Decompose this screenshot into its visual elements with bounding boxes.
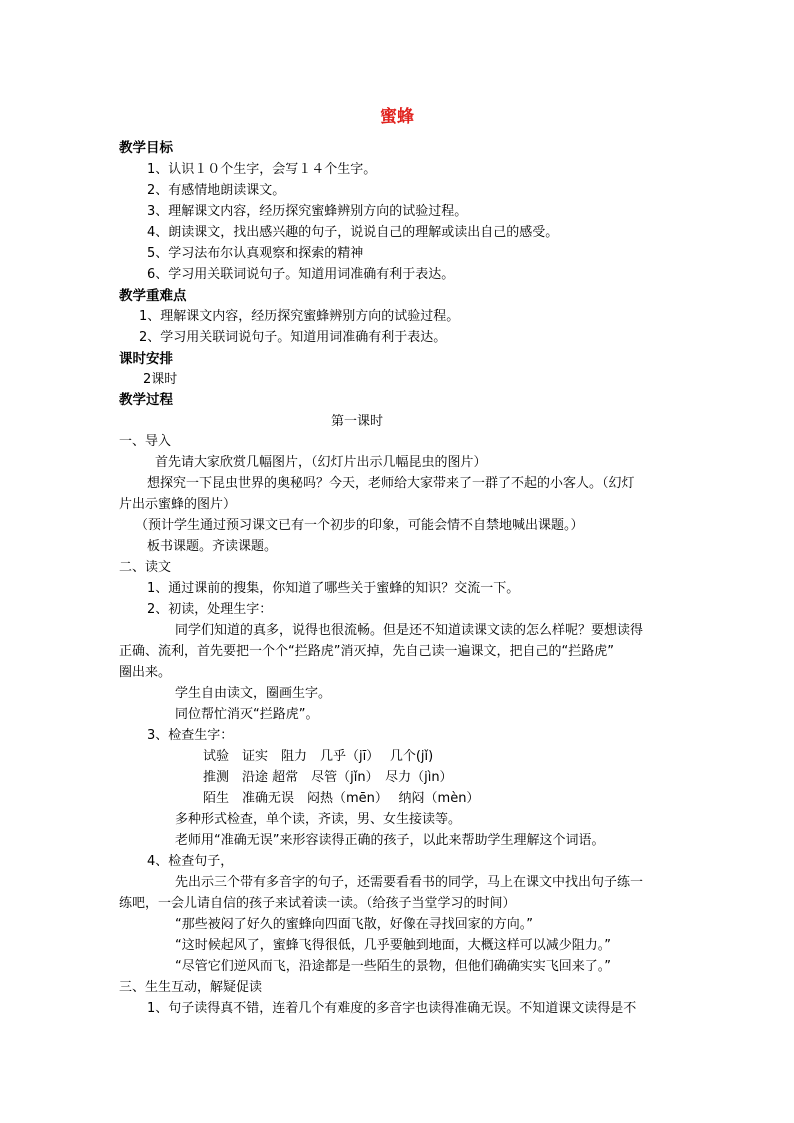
quote-line: “那些被闷了好久的蜜蜂向四面飞散，好像在寻找回家的方向。” <box>175 917 533 932</box>
section-heading: 三、生生互动，解疑促读 <box>119 980 263 995</box>
paragraph-line: 片出示蜜蜂的图片） <box>119 497 237 512</box>
paragraph-line: 老师用“准确无误”来形容读得正确的孩子，以此来帮助学生理解这个词语。 <box>175 833 605 848</box>
document-title: 蜜蜂 <box>380 107 414 127</box>
paragraph-line: 多种形式检查，单个读，齐读，男、女生接读等。 <box>175 812 462 827</box>
paragraph-line: 学生自由读文，圈画生字。 <box>175 686 332 701</box>
key-point-item: 2、学习用关联词说句子。知道用词准确有利于表达。 <box>139 330 447 345</box>
objective-item: 6、学习用关联词说句子。知道用词准确有利于表达。 <box>147 267 455 282</box>
paragraph-line: 1、通过课前的搜集，你知道了哪些关于蜜蜂的知识？交流一下。 <box>147 581 520 596</box>
paragraph-line: 同学们知道的真多，说得也很流畅。但是还不知道读课文读的怎么样呢？要想读得 <box>175 623 644 638</box>
section-heading: 一、导入 <box>119 434 172 449</box>
lesson-title: 第一课时 <box>330 414 383 429</box>
vocabulary-line: 试验 证实 阻力 几乎（jī） 几个(jǐ) <box>203 749 434 764</box>
paragraph-line: 同位帮忙消灭“拦路虎”。 <box>175 707 319 722</box>
vocabulary-line: 陌生 准确无误 闷热（mēn） 纳闷（mèn） <box>203 791 480 806</box>
vocabulary-line: 推测 沿途 超常 尽管（jǐn） 尽力（jìn） <box>203 770 453 785</box>
paragraph-line: 想探究一下昆虫世界的奥秘吗？今天，老师给大家带来了一群了不起的小客人。（幻灯 <box>147 476 635 491</box>
objectives-heading: 教学目标 <box>119 140 173 156</box>
section-heading: 二、读文 <box>119 560 172 575</box>
quote-line: “这时候起风了，蜜蜂飞得很低，几乎要触到地面，大概这样可以减少阻力。” <box>175 938 611 953</box>
key-points-heading: 教学重难点 <box>119 288 187 304</box>
paragraph-line: 首先请大家欣赏几幅图片，（幻灯片出示几幅昆虫的图片） <box>155 455 487 470</box>
paragraph-line: 先出示三个带有多音字的句子，还需要看看书的同学，马上在课文中找出句子练一 <box>175 875 644 890</box>
objective-item: 3、理解课文内容，经历探究蜜蜂辨别方向的试验过程。 <box>147 204 468 219</box>
quote-line: “尽管它们逆风而飞，沿途都是一些陌生的景物，但他们确确实实飞回来了。” <box>175 959 611 974</box>
schedule-value: 2课时 <box>143 372 178 387</box>
paragraph-line: 2、初读，处理生字： <box>147 602 273 617</box>
process-heading: 教学过程 <box>119 392 173 408</box>
schedule-heading: 课时安排 <box>119 351 173 367</box>
paragraph-line: 正确、流利，首先要把一个个“拦路虎”消灭掉，先自己读一遍课文，把自己的“拦路虎” <box>119 644 614 659</box>
paragraph-line: 3、检查生字： <box>147 728 234 743</box>
paragraph-line: 4、检查句子， <box>147 854 234 869</box>
paragraph-line: 圈出来。 <box>119 665 172 680</box>
paragraph-line: （预计学生通过预习课文已有一个初步的印象，可能会情不自禁地喊出课题。） <box>135 518 584 533</box>
objective-item: 2、有感情地朗读课文。 <box>147 183 286 198</box>
paragraph-line: 板书课题。齐读课题。 <box>147 539 278 554</box>
paragraph-line: 1、句子读得真不错，连着几个有难度的多音字也读得准确无误。不知道课文读得是不 <box>147 1001 637 1016</box>
paragraph-line: 练吧，一会儿请自信的孩子来试着读一读。（给孩子当堂学习的时间） <box>119 896 516 911</box>
key-point-item: 1、理解课文内容，经历探究蜜蜂辨别方向的试验过程。 <box>139 309 460 324</box>
objective-item: 1、认识１０个生字，会写１４个生字。 <box>147 162 377 177</box>
objective-item: 5、学习法布尔认真观察和探索的精神 <box>147 246 364 261</box>
objective-item: 4、朗读课文，找出感兴趣的句子，说说自己的理解或读出自己的感受。 <box>147 225 559 240</box>
